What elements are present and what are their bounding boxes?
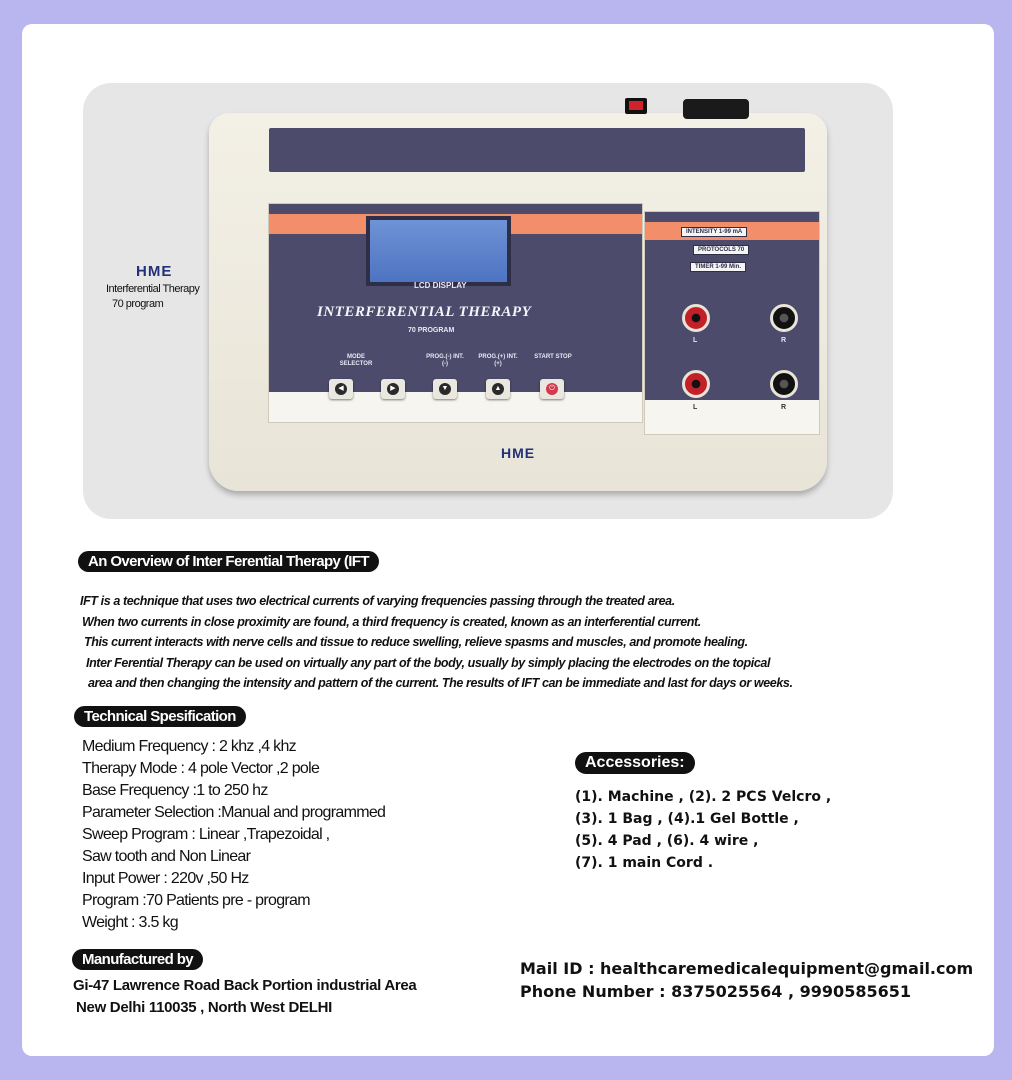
device-front-panel (268, 203, 643, 423)
spec-item: Weight : 3.5 kg (82, 914, 178, 931)
specs-heading: Technical Spesification (74, 706, 246, 727)
caption-line-2: 70 program (112, 298, 164, 310)
prog-plus-key (486, 379, 510, 399)
jack-label-r: R (781, 337, 787, 344)
chevron-down-icon: ▼ (439, 383, 451, 395)
contact-mail: Mail ID : healthcaremedicalequipment@gmail.com (520, 959, 974, 978)
jack-label-l: L (693, 337, 698, 344)
start-stop-key (540, 379, 564, 399)
output-jack-right-2 (770, 370, 798, 398)
power-socket (683, 99, 749, 119)
spec-item: Parameter Selection :Manual and programmed (82, 804, 386, 821)
overview-line: Inter Ferential Therapy can be used on virtually any part of the body, usually by simply placing the electrodes on the topical (86, 655, 771, 670)
address-line-2: New Delhi 110035 , North West DELHI (76, 999, 332, 1016)
device-title: INTERFERENTIAL THERAPY (317, 304, 532, 320)
spec-item: Medium Frequency : 2 khz ,4 khz (82, 738, 296, 755)
power-switch (625, 98, 647, 114)
output-jack-right-1 (770, 304, 798, 332)
chevron-left-icon: ◀ (335, 383, 347, 395)
accessory-item: (3). 1 Bag , (4).1 Gel Bottle , (575, 811, 799, 827)
overview-line: When two currents in close proximity are found, a third frequency is created, known as an interferential current. (82, 614, 701, 629)
key-label-mode: MODE SELECTOR (339, 354, 373, 367)
indicator-timer: TIMER 1-99 Min. (690, 262, 746, 272)
accessories-heading: Accessories: (575, 752, 695, 774)
power-icon: ⏻ (546, 383, 558, 395)
device-subtitle: 70 PROGRAM (408, 327, 455, 334)
lcd-screen (366, 216, 511, 286)
manufacturer-address (73, 975, 416, 1019)
jack-label-r2: R (781, 404, 787, 411)
caption-line-1: Interferential Therapy (106, 283, 200, 295)
overview-heading: An Overview of Inter Ferential Therapy (IFT (78, 551, 379, 572)
device-side-panel (644, 211, 820, 435)
key-label-prog-minus: PROG.(-) INT. (-) (426, 354, 464, 367)
spec-item: Input Power : 220v ,50 Hz (82, 870, 249, 887)
product-photo (83, 83, 893, 519)
overview-line: This current interacts with nerve cells and tissue to reduce swelling, relieve spasms and muscles, and promote healing. (84, 635, 748, 649)
jack-label-l2: L (693, 404, 698, 411)
indicator-intensity: INTENSITY 1-99 mA (681, 227, 747, 237)
address-line-1: Gi-47 Lawrence Road Back Portion industrial Area (73, 977, 417, 994)
lcd-label: LCD DISPLAY (414, 281, 467, 290)
device-top-panel (269, 128, 805, 172)
chevron-up-icon: ▲ (492, 383, 504, 395)
device-brand-logo: HME (501, 445, 536, 461)
accessory-item: (5). 4 Pad , (6). 4 wire , (575, 833, 759, 849)
accessory-item: (1). Machine , (2). 2 PCS Velcro , (575, 789, 832, 805)
overview-line: IFT is a technique that uses two electrical currents of varying frequencies passing through the treated area. (80, 594, 675, 608)
spec-item: Saw tooth and Non Linear (82, 848, 251, 865)
output-jack-left-2 (682, 370, 710, 398)
mode-right-key (381, 379, 405, 399)
mode-left-key (329, 379, 353, 399)
specs-list (82, 736, 385, 934)
spec-item: Therapy Mode : 4 pole Vector ,2 pole (82, 760, 320, 777)
spec-item: Program :70 Patients pre - program (82, 892, 310, 909)
contact-info (520, 957, 973, 1003)
indicator-protocols: PROTOCOLS 70 (693, 245, 749, 255)
prog-minus-key (433, 379, 457, 399)
manufacturer-heading: Manufactured by (72, 949, 203, 970)
accessory-item: (7). 1 main Cord . (575, 855, 714, 871)
contact-phone: Phone Number : 8375025564 , 9990585651 (520, 982, 911, 1001)
overview-paragraph (80, 591, 930, 694)
spec-item: Sweep Program : Linear ,Trapezoidal , (82, 826, 330, 843)
chevron-right-icon: ▶ (387, 383, 399, 395)
output-jack-left-1 (682, 304, 710, 332)
overview-line: area and then changing the intensity and pattern of the current. The results of IFT can be immediate and last for days or weeks. (88, 676, 793, 690)
key-label-start-stop: START STOP (534, 354, 572, 360)
accessories-list (575, 786, 831, 874)
key-label-prog-plus: PROG.(+) INT. (+) (478, 354, 518, 367)
caption-brand-logo: HME (136, 263, 173, 280)
spec-item: Base Frequency :1 to 250 hz (82, 782, 268, 799)
